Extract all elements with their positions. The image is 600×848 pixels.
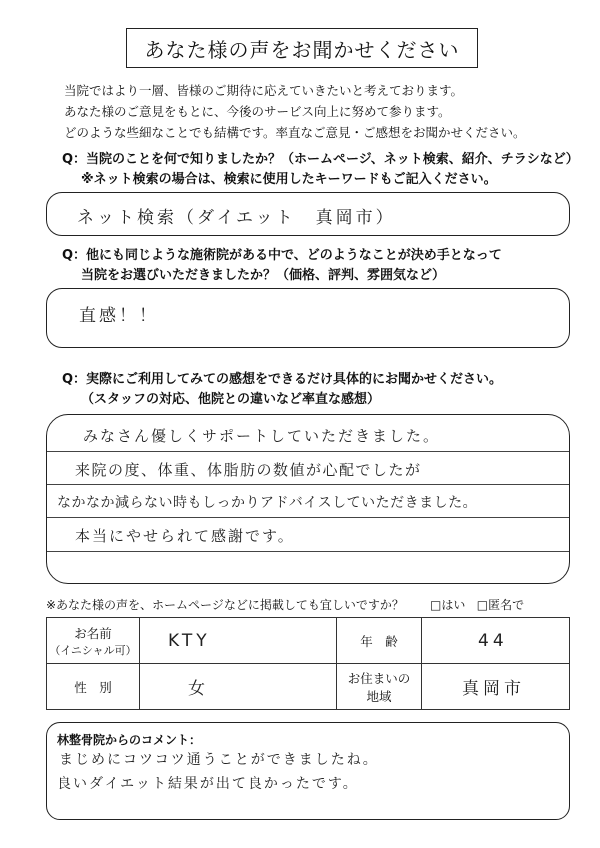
answer-3-line: みなさん優しくサポートしていただきました。: [83, 427, 441, 445]
question-1-line1: Q：当院のことを何で知りましたか？（ホームページ、ネット検索、紹介、チラシなど）: [62, 152, 579, 167]
area-value: 真岡市: [422, 664, 570, 710]
ruled-line: [47, 551, 569, 552]
name-label-cell: [47, 618, 140, 664]
answer-3-line: 本当にやせられて感謝です。: [75, 527, 295, 545]
age-value: 44: [422, 618, 570, 664]
answer-2-text: 直感！！: [79, 306, 159, 326]
ruled-line: [47, 451, 569, 452]
area-label-2: 地域: [366, 688, 392, 704]
question-3-line2: （スタッフの対応、他院との違いなど率直な感想）: [81, 392, 381, 407]
clinic-comment-line: まじめにコツコツ通うことができましたね。: [59, 752, 379, 768]
question-1-line2: ※ネット検索の場合は、検索に使用したキーワードもご記入ください。: [81, 172, 497, 187]
clinic-comment-label: 林整骨院からのコメント：: [57, 733, 202, 747]
question-1: [62, 150, 579, 190]
question-2-line2: 当院をお選びいただきましたか？（価格、評判、雰囲気など）: [81, 268, 446, 283]
page-title-text: あなた様の声をお聞かせください: [144, 37, 460, 62]
answer-1-box: [46, 192, 570, 236]
area-label-1: お住まいの: [347, 670, 411, 686]
clinic-comment-box: [46, 722, 570, 820]
consent-row: [46, 596, 525, 613]
answer-1-text: ネット検索（ダイエット 真岡市）: [77, 208, 396, 228]
answer-3-line: 来院の度、体重、体脂肪の数値が心配でしたが: [75, 461, 422, 479]
consent-question: ※あなた様の声を、ホームページなどに掲載しても宜しいですか？: [46, 598, 404, 612]
age-label: 年 齢: [337, 618, 422, 664]
answer-3-line: なかなか減らない時もしっかりアドバイスしていただきました。: [57, 495, 478, 511]
question-2: [62, 246, 502, 286]
intro-line: どのような些細なことでも結構です。率直なご意見・ご感想をお聞かせください。: [64, 125, 526, 140]
name-value: KTY: [140, 618, 337, 664]
info-table: [46, 617, 570, 710]
intro-text: [64, 80, 526, 143]
question-3: [62, 370, 502, 410]
question-2-line1: Q：他にも同じような施術院がある中で、どのようなことが決め手となって: [62, 248, 502, 263]
name-label: お名前: [74, 625, 112, 641]
answer-3-box: [46, 414, 570, 584]
intro-line: 当院ではより一層、皆様のご期待に応えていきたいと考えております。: [64, 83, 464, 98]
gender-value: 女: [140, 664, 337, 710]
name-sublabel: （イニシャル可）: [49, 643, 137, 657]
consent-yes-checkbox[interactable]: □はい: [430, 598, 466, 612]
consent-anonymous-checkbox[interactable]: □匿名で: [476, 598, 525, 612]
area-label-cell: [337, 664, 422, 710]
intro-line: あなた様のご意見をもとに、今後のサービス向上に努めて参ります。: [64, 104, 451, 119]
answer-2-box: [46, 288, 570, 348]
ruled-line: [47, 517, 569, 518]
page-title: [126, 28, 478, 68]
ruled-line: [47, 484, 569, 485]
question-3-line1: Q：実際にご利用してみての感想をできるだけ具体的にお聞かせください。: [62, 372, 503, 387]
gender-label: 性 別: [47, 664, 140, 710]
clinic-comment-line: 良いダイエット結果が出て良かったです。: [57, 776, 359, 792]
